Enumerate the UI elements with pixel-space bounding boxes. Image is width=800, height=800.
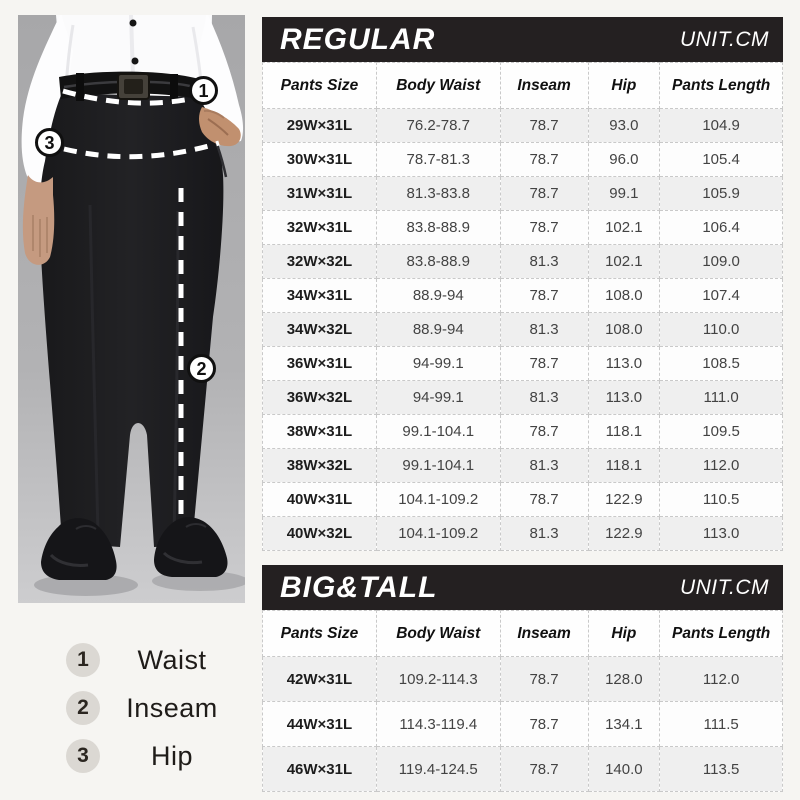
table-row: [263, 245, 783, 279]
belt-loop: [170, 74, 178, 101]
value-cell: 88.9-94: [376, 313, 500, 347]
legend-number-1: 1: [66, 643, 100, 677]
table-row: [263, 279, 783, 313]
legend-label-waist: Waist: [137, 644, 207, 675]
size-chart-section: [262, 17, 783, 792]
value-cell: 81.3: [500, 517, 588, 551]
table-row: [263, 211, 783, 245]
column-header: Hip: [588, 611, 660, 657]
table-gap: [262, 551, 783, 565]
bigtall-unit-label: UNIT.CM: [679, 575, 769, 599]
value-cell: 114.3-119.4: [376, 702, 500, 747]
table-row: [263, 702, 783, 747]
table-row: [263, 177, 783, 211]
value-cell: 99.1-104.1: [376, 415, 500, 449]
size-cell: 38W×31L: [263, 415, 377, 449]
annotation-circle-waist: 1: [189, 76, 218, 105]
value-cell: 94-99.1: [376, 381, 500, 415]
legend-label-inseam: Inseam: [126, 692, 218, 723]
value-cell: 104.1-109.2: [376, 483, 500, 517]
size-cell: 38W×32L: [263, 449, 377, 483]
table-row: [263, 657, 783, 702]
value-cell: 99.1: [588, 177, 660, 211]
size-cell: 46W×31L: [263, 747, 377, 792]
value-cell: 109.5: [660, 415, 783, 449]
legend-number-2: 2: [66, 691, 100, 725]
value-cell: 78.7: [500, 143, 588, 177]
column-header: Pants Length: [660, 611, 783, 657]
size-cell: 36W×31L: [263, 347, 377, 381]
regular-title: REGULAR: [280, 22, 436, 56]
belt-loop: [76, 73, 84, 101]
value-cell: 110.0: [660, 313, 783, 347]
value-cell: 78.7: [500, 279, 588, 313]
bigtall-size-table: [262, 610, 783, 792]
size-cell: 36W×32L: [263, 381, 377, 415]
value-cell: 81.3: [500, 381, 588, 415]
value-cell: 104.1-109.2: [376, 517, 500, 551]
column-header: Pants Size: [263, 611, 377, 657]
table-row: [263, 313, 783, 347]
value-cell: 108.0: [588, 279, 660, 313]
value-cell: 122.9: [588, 483, 660, 517]
belt-buckle-inner: [124, 79, 143, 94]
value-cell: 102.1: [588, 211, 660, 245]
legend-number-3: 3: [66, 739, 100, 773]
product-photo: [18, 15, 245, 603]
size-cell: 44W×31L: [263, 702, 377, 747]
table-row: [263, 517, 783, 551]
value-cell: 104.9: [660, 109, 783, 143]
value-cell: 88.9-94: [376, 279, 500, 313]
value-cell: 78.7: [500, 211, 588, 245]
value-cell: 122.9: [588, 517, 660, 551]
value-cell: 99.1-104.1: [376, 449, 500, 483]
regular-unit-label: UNIT.CM: [679, 27, 769, 51]
value-cell: 105.4: [660, 143, 783, 177]
legend-label-hip: Hip: [150, 740, 193, 771]
value-cell: 81.3: [500, 449, 588, 483]
table-row: [263, 449, 783, 483]
column-header: Inseam: [500, 611, 588, 657]
value-cell: 112.0: [660, 449, 783, 483]
value-cell: 128.0: [588, 657, 660, 702]
value-cell: 78.7: [500, 483, 588, 517]
size-cell: 29W×31L: [263, 109, 377, 143]
value-cell: 105.9: [660, 177, 783, 211]
size-cell: 30W×31L: [263, 143, 377, 177]
value-cell: 110.5: [660, 483, 783, 517]
column-header: Pants Length: [660, 63, 783, 109]
column-header: Body Waist: [376, 63, 500, 109]
value-cell: 81.3-83.8: [376, 177, 500, 211]
size-cell: 40W×31L: [263, 483, 377, 517]
value-cell: 108.0: [588, 313, 660, 347]
column-header: Hip: [588, 63, 660, 109]
annotation-circle-hip: 3: [35, 128, 64, 157]
value-cell: 106.4: [660, 211, 783, 245]
size-cell: 40W×32L: [263, 517, 377, 551]
model-illustration: [18, 15, 245, 603]
value-cell: 102.1: [588, 245, 660, 279]
value-cell: 81.3: [500, 245, 588, 279]
annotation-circle-inseam: 2: [187, 354, 216, 383]
column-header: Pants Size: [263, 63, 377, 109]
value-cell: 78.7-81.3: [376, 143, 500, 177]
table-row: [263, 747, 783, 792]
value-cell: 83.8-88.9: [376, 245, 500, 279]
value-cell: 119.4-124.5: [376, 747, 500, 792]
column-header: Inseam: [500, 63, 588, 109]
value-cell: 78.7: [500, 657, 588, 702]
regular-header-bar: [262, 17, 783, 62]
value-cell: 109.2-114.3: [376, 657, 500, 702]
value-cell: 107.4: [660, 279, 783, 313]
regular-size-table: [262, 62, 783, 551]
table-row: [263, 143, 783, 177]
size-cell: 34W×32L: [263, 313, 377, 347]
table-row: [263, 109, 783, 143]
column-header: Body Waist: [376, 611, 500, 657]
regular-header-row: [263, 63, 783, 109]
value-cell: 81.3: [500, 313, 588, 347]
bigtall-header-row: [263, 611, 783, 657]
value-cell: 78.7: [500, 747, 588, 792]
value-cell: 134.1: [588, 702, 660, 747]
value-cell: 118.1: [588, 415, 660, 449]
value-cell: 140.0: [588, 747, 660, 792]
value-cell: 76.2-78.7: [376, 109, 500, 143]
size-cell: 31W×31L: [263, 177, 377, 211]
size-cell: 34W×31L: [263, 279, 377, 313]
value-cell: 78.7: [500, 702, 588, 747]
value-cell: 118.1: [588, 449, 660, 483]
value-cell: 113.0: [660, 517, 783, 551]
shirt-button: [132, 58, 139, 65]
bigtall-header-bar: [262, 565, 783, 610]
bigtall-title: BIG&TALL: [280, 570, 438, 604]
value-cell: 93.0: [588, 109, 660, 143]
value-cell: 112.0: [660, 657, 783, 702]
value-cell: 111.5: [660, 702, 783, 747]
value-cell: 113.0: [588, 347, 660, 381]
shirt-button: [130, 20, 137, 27]
value-cell: 109.0: [660, 245, 783, 279]
size-cell: 32W×31L: [263, 211, 377, 245]
size-cell: 42W×31L: [263, 657, 377, 702]
value-cell: 113.0: [588, 381, 660, 415]
table-row: [263, 415, 783, 449]
value-cell: 96.0: [588, 143, 660, 177]
left-hand: [23, 175, 54, 265]
value-cell: 78.7: [500, 177, 588, 211]
size-cell: 32W×32L: [263, 245, 377, 279]
value-cell: 108.5: [660, 347, 783, 381]
table-row: [263, 347, 783, 381]
value-cell: 78.7: [500, 415, 588, 449]
value-cell: 113.5: [660, 747, 783, 792]
value-cell: 78.7: [500, 347, 588, 381]
value-cell: 111.0: [660, 381, 783, 415]
table-row: [263, 381, 783, 415]
value-cell: 94-99.1: [376, 347, 500, 381]
value-cell: 83.8-88.9: [376, 211, 500, 245]
table-row: [263, 483, 783, 517]
value-cell: 78.7: [500, 109, 588, 143]
